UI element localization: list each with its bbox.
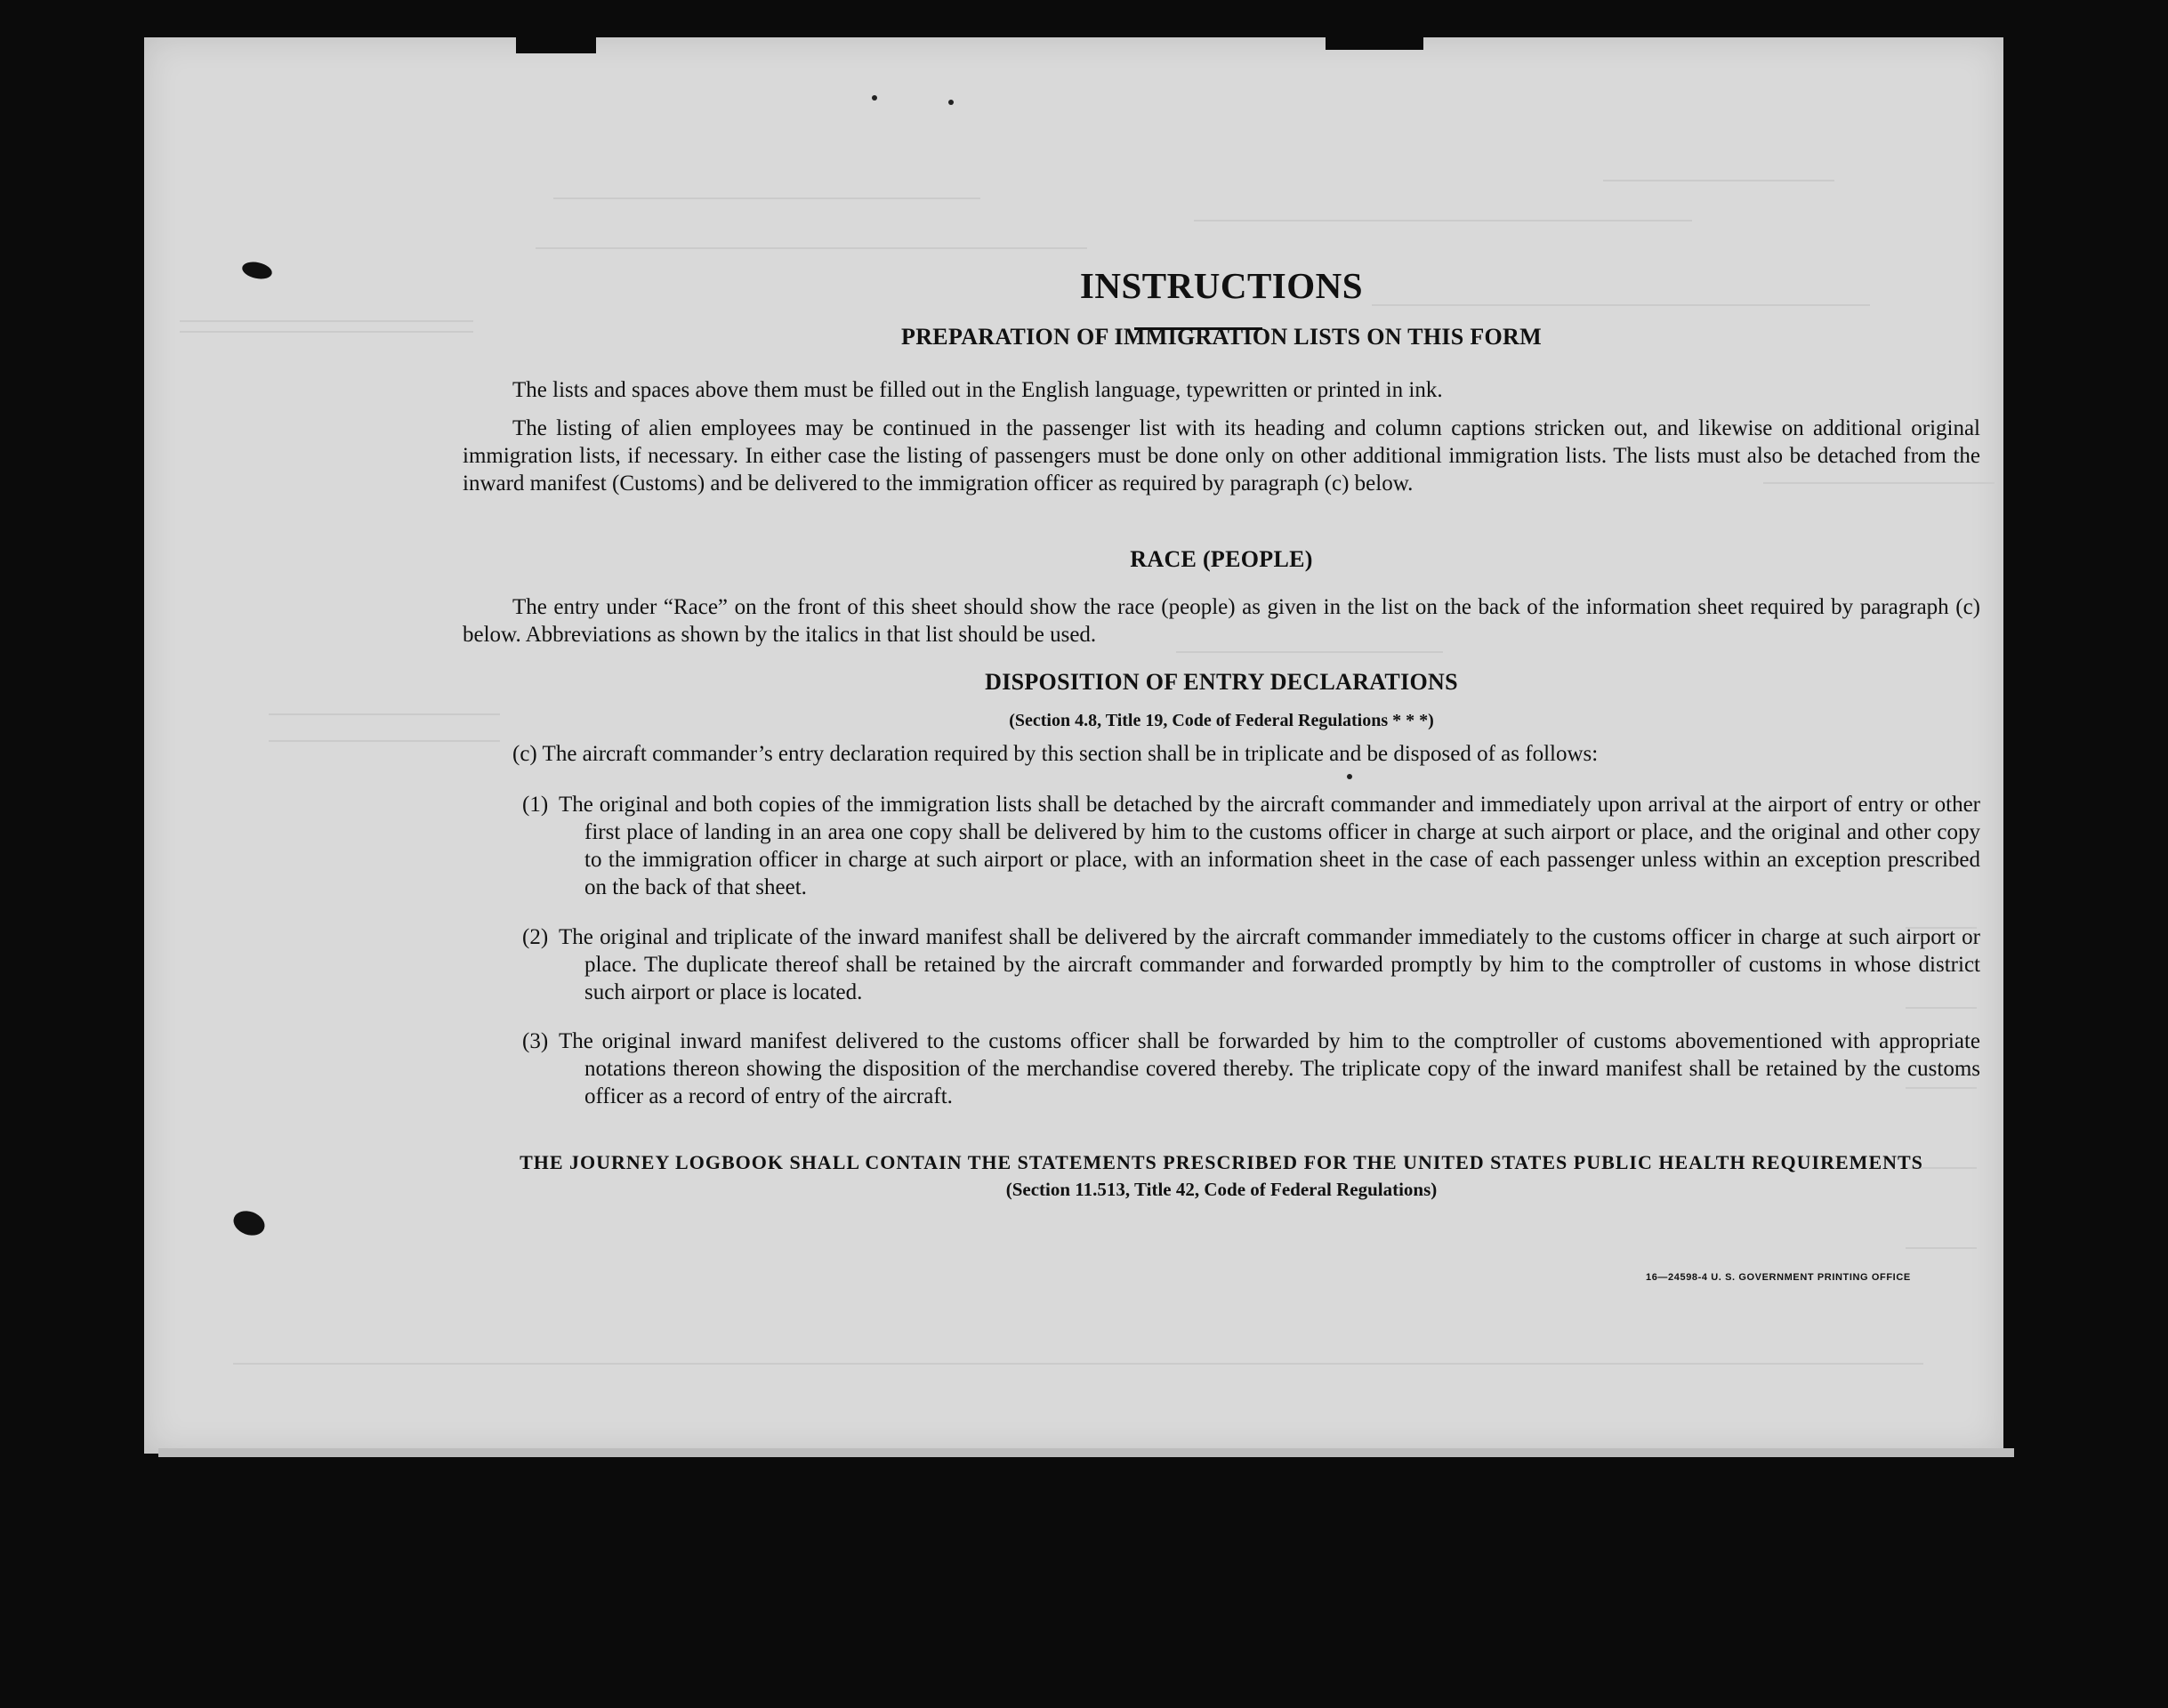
- bleed-through-mark: [553, 197, 980, 199]
- ink-blot: [230, 1207, 269, 1240]
- bleed-through-mark: [1603, 180, 1834, 181]
- list-item: (2) The original and triplicate of the inward manifest shall be delivered by the aircraft commander immediately to the customs officer in charge at such airport or place. The duplicate thereof shall be retained by the aircraft commander and forwarded promptly by him to the comptroller of customs in whose district such airport or place is located.: [522, 925, 1980, 1004]
- bleed-through-mark: [1906, 1007, 1977, 1009]
- document-sheet: [144, 37, 2003, 1454]
- bleed-through-mark: [1176, 651, 1443, 653]
- bleed-through-mark: [1906, 1247, 1977, 1249]
- section-heading-preparation: PREPARATION OF IMMIGRATION LISTS ON THIS FORM: [901, 324, 1542, 350]
- section-heading-race: RACE (PEOPLE): [1130, 546, 1313, 572]
- list-item-text: The original and both copies of the immigration lists shall be detached by the aircraft commander and immediately upon arrival at the airport of entry or other first place of landing in an area one copy shall be delivered by him to the customs officer in charge at such airport or place, and the original and other copy to the immigration officer in charge at such airport or place, with an information sheet in the case of each passenger unless within an exception prescribed on the back of that sheet.: [559, 793, 1980, 899]
- ink-blot: [241, 260, 274, 282]
- top-edge-tab: [1326, 32, 1423, 50]
- printing-office-imprint: 16—24598-4 U. S. GOVERNMENT PRINTING OFFICE: [1646, 1272, 1911, 1283]
- bleed-through-mark: [180, 320, 473, 322]
- list-item-text: The original inward manifest delivered to the customs officer shall be forwarded by him to the comptroller of customs abovementioned with appropriate notations thereon showing the disposition of the merchandise covered thereby. The triplicate copy of the inward manifest shall be retained by the customs officer as a record of entry of the aircraft.: [559, 1029, 1980, 1108]
- top-edge-tab: [516, 32, 596, 53]
- speck: [1347, 774, 1352, 779]
- section-heading-disposition: DISPOSITION OF ENTRY DECLARATIONS: [985, 669, 1458, 695]
- list-item-text: The original and triplicate of the inward manifest shall be delivered by the aircraft commander immediately to the customs officer in charge at such airport or place. The duplicate thereof shall be retained by the aircraft commander and forwarded promptly by him to the comptroller of customs in whose district such airport or place is located.: [559, 925, 1980, 1004]
- bleed-through-mark: [233, 1363, 1923, 1365]
- health-notice: THE JOURNEY LOGBOOK SHALL CONTAIN THE STATEMENTS PRESCRIBED FOR THE UNITED STATES PUBLIC HEALTH REQUIREMENTS: [520, 1151, 1923, 1173]
- paragraph: The entry under “Race” on the front of this sheet should show the race (people) as given in the list on the back of the information sheet required by paragraph (c) below. Abbreviations as shown by the italics in that list should be used.: [463, 595, 1980, 647]
- section-citation: (Section 4.8, Title 19, Code of Federal Regulations * * *): [1009, 711, 1434, 730]
- bleed-through-mark: [180, 331, 473, 333]
- bleed-through-mark: [1194, 220, 1692, 222]
- paragraph: The listing of alien employees may be continued in the passenger list with its heading and column captions stricken out, and likewise on additional original immigration lists, if necessary. In either case the listing of passengers must be done only on other additional immigration lists. The lists must also be detached from the inward manifest (Customs) and be delivered to the immigration officer as required by paragraph (c) below.: [463, 416, 1980, 495]
- paragraph-intro: (c) The aircraft commander’s entry declaration required by this section shall be in triplicate and be disposed of as follows:: [512, 742, 1599, 766]
- page-title: INSTRUCTIONS: [1079, 265, 1364, 306]
- sheet-edge: [158, 1448, 2014, 1457]
- health-citation: (Section 11.513, Title 42, Code of Federal Regulations): [1005, 1179, 1438, 1200]
- paragraph: The lists and spaces above them must be filled out in the English language, typewritten or printed in ink.: [512, 378, 1443, 402]
- list-item: (1) The original and both copies of the immigration lists shall be detached by the aircraft commander and immediately upon arrival at the airport of entry or other first place of landing in an area one copy shall be delivered by him to the customs officer in charge at such airport or place, and the original and other copy to the immigration officer in charge at such airport or place, with an information sheet in the case of each passenger unless within an exception prescribed on the back of that sheet.: [522, 793, 1980, 899]
- list-item: (3) The original inward manifest delivered to the customs officer shall be forwarded by him to the comptroller of customs abovementioned with appropriate notations thereon showing the disposition of the merchandise covered thereby. The triplicate copy of the inward manifest shall be retained by the customs officer as a record of entry of the aircraft.: [522, 1029, 1980, 1108]
- speck: [948, 100, 954, 105]
- speck: [872, 95, 877, 101]
- bleed-through-mark: [536, 247, 1087, 249]
